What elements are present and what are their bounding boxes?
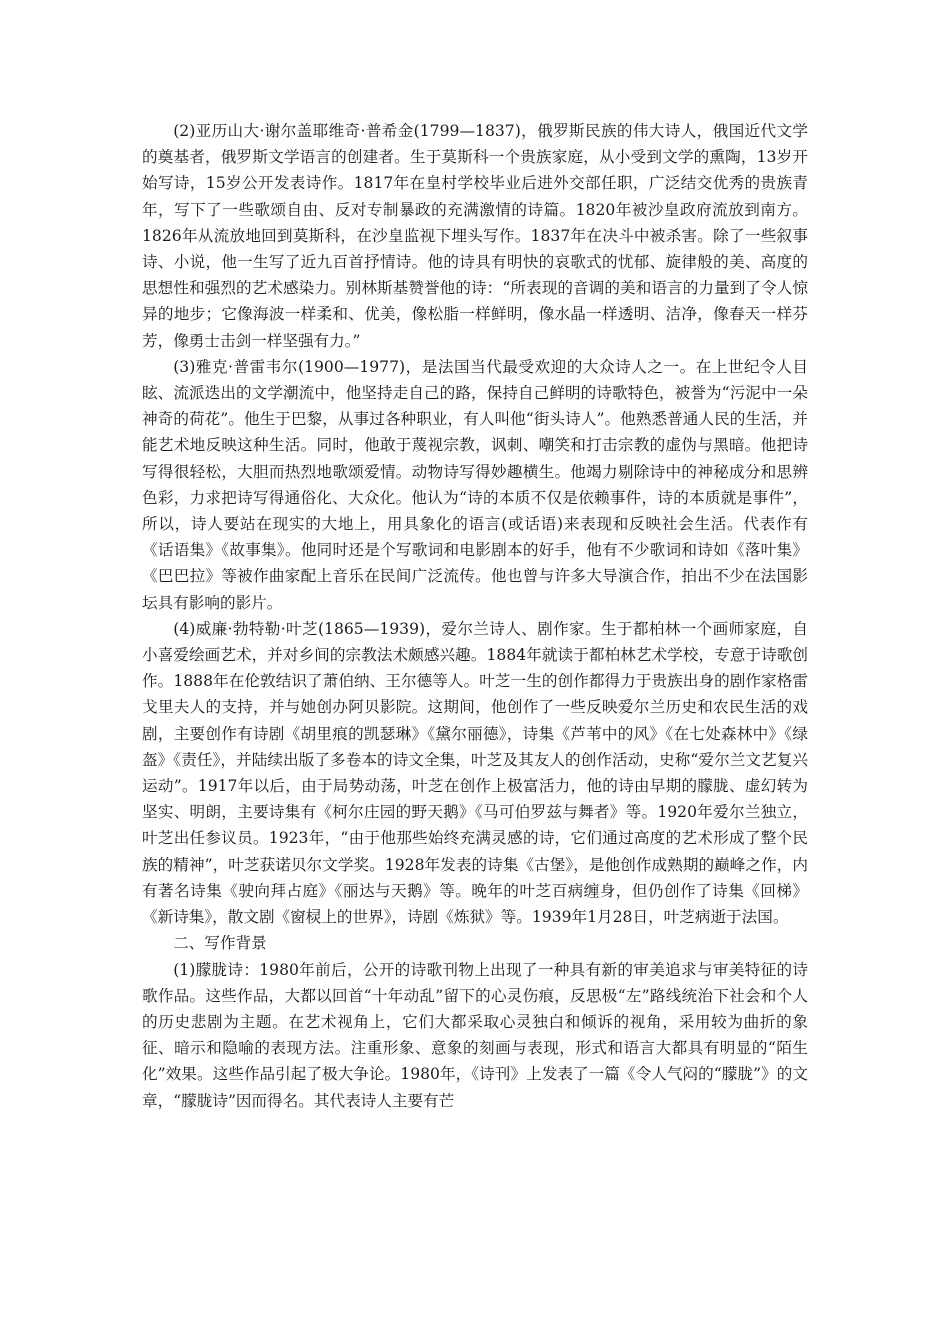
paragraph-prevert: (3)雅克·普雷韦尔(1900—1977)，是法国当代最受欢迎的大众诗人之一。在上世纪令人目眩、流派迭出的文学潮流中，他坚持走自己的路，保持自己鲜明的诗歌特色，被誉为“污泥中一朵神奇的荷花”。他生于巴黎，从事过各种职业，有人叫他“街头诗人”。他熟悉普通人民的生活，并能艺术地反映这种生活。同时，他敢于蔑视宗教，讽刺、嘲笑和打击宗教的虚伪与黑暗。他把诗写得很轻松，大胆而热烈地歌颂爱情。动物诗写得妙趣横生。他竭力剔除诗中的神秘成分和思辨色彩，力求把诗写得通俗化、大众化。他认为“诗的本质不仅是依赖事件，诗的本质就是事件”，所以，诗人要站在现实的大地上，用具象化的语言(或话语)来表现和反映社会生活。代表作有《话语集》《故事集》。他同时还是个写歌词和电影剧本的好手，他有不少歌词和诗如《落叶集》《巴巴拉》等被作曲家配上音乐在民间广泛流传。他也曾与许多大导演合作，拍出不少在法国影坛具有影响的影片。 — [142, 357, 808, 612]
paragraph-misty-poetry: (1)朦胧诗：1980年前后，公开的诗歌刊物上出现了一种具有新的审美追求与审美特征的诗歌作品。这些作品，大都以回首“十年动乱”留下的心灵伤痕，反思极“左”路线统治下社会和个人的历史悲剧为主题。在艺术视角上，它们大都采取心灵独白和倾诉的视角，采用较为曲折的象征、暗示和隐喻的表现方法。注重形象、意象的刻画与表现，形式和语言大都具有明显的“陌生化”效果。这些作品引起了极大争论。1980年，《诗刊》上发表了一篇《令人气闷的“朦胧”》的文章，“朦胧诗”因而得名。其代表诗人主要有芒 — [142, 960, 808, 1110]
section-heading-writing-background: 二、写作背景 — [173, 934, 267, 953]
paragraph-pushkin: (2)亚历山大·谢尔盖耶维奇·普希金(1799—1837)，俄罗斯民族的伟大诗人，俄国近代文学的奠基者，俄罗斯文学语言的创建者。生于莫斯科一个贵族家庭，从小受到文学的熏陶，13岁开始写诗，15岁公开发表诗作。1817年在皇村学校毕业后进外交部任职，广泛结交优秀的贵族青年，写下了一些歌颂自由、反对专制暴政的充满激情的诗篇。1820年被沙皇政府流放到南方。1826年从流放地回到莫斯科，在沙皇监视下埋头写作。1837年在决斗中被杀害。除了一些叙事诗、小说，他一生写了近九百首抒情诗。他的诗具有明快的哀歌式的忧郁、旋律般的美、高度的思想性和强烈的艺术感染力。别林斯基赞誉他的诗：“所表现的音调的美和语言的力量到了令人惊异的地步；它像海波一样柔和、优美，像松脂一样鲜明，像水晶一样透明、洁净，像春天一样芬芳，像勇士击剑一样坚强有力。” — [142, 122, 808, 350]
paragraph-yeats: (4)威廉·勃特勒·叶芝(1865—1939)，爱尔兰诗人、剧作家。生于都柏林一个画师家庭，自小喜爱绘画艺术，并对乡间的宗教法术颇感兴趣。1884年就读于都柏林艺术学校，专意于诗歌创作。1888年在伦敦结识了萧伯纳、王尔德等人。叶芝一生的创作都得力于贵族出身的剧作家格雷戈里夫人的支持，并与她创办阿贝影院。这期间，他创作了一些反映爱尔兰历史和农民生活的戏剧，主要创作有诗剧《胡里痕的凯瑟琳》《黛尔丽德》，诗集《芦苇中的风》《在七处森林中》《绿盔》《责任》，并陆续出版了多卷本的诗文全集，叶芝及其友人的创作活动，史称“爱尔兰文艺复兴运动”。1917年以后，由于局势动荡，叶芝在创作上极富活力，他的诗由早期的朦胧、虚幻转为坚实、明朗，主要诗集有《柯尔庄园的野天鹅》《马可伯罗兹与舞者》等。1920年爱尔兰独立，叶芝出任参议员。1923年，“由于他那些始终充满灵感的诗，它们通过高度的艺术形成了整个民族的精神”，叶芝获诺贝尔文学奖。1928年发表的诗集《古堡》，是他创作成熟期的巅峰之作，内有著名诗集《驶向拜占庭》《丽达与天鹅》等。晚年的叶芝百病缠身，但仍创作了诗集《回梯》《新诗集》，散文剧《窗棂上的世界》，诗剧《炼狱》等。1939年1月28日，叶芝病逝于法国。 — [142, 619, 808, 927]
document-body — [142, 118, 808, 1114]
